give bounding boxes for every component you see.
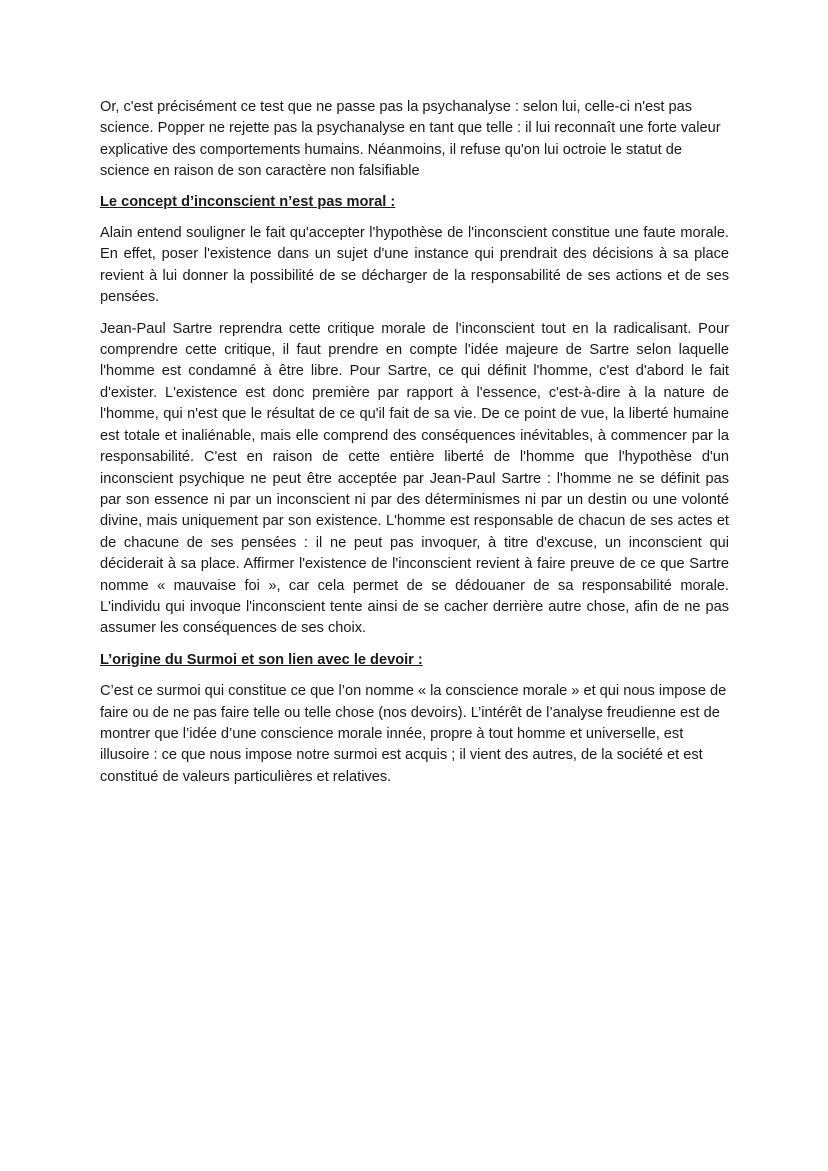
paragraph-sartre: Jean-Paul Sartre reprendra cette critique morale de l'inconscient tout en la radicalisant. Pour comprendre cette critique, il faut prendre en compte l'idée majeure de Sartre selon laquelle l'homme est condamné à être libre. Pour Sartre, ce qui définit l'homme, c'est d'abord le fait d'exister. L'existence est donc première par rapport à l'essence, c'est-à-dire à la nature de l'homme, qui n'est que le résultat de ce qu'il fait de sa vie. De ce point de vue, la liberté humaine est totale et inaliénable, mais elle comprend des conséquences inévitables, à commencer par la responsabilité. C'est en raison de cette entière liberté de l'homme que l'hypothèse d'un inconscient psychique ne peut être acceptée par Jean-Paul Sartre : l'homme ne se définit pas par son essence ni par un inconscient ni par des déterminismes ni par un destin ou une volonté divine, mais uniquement par son existence. L'homme est responsable de chacun de ses actes et de chacune de ses pensées : il ne peut pas invoquer, à titre d'excuse, un inconscient qui déciderait à sa place. Affirmer l'existence de l'inconscient revient à faire preuve de ce que Sartre nomme « mauvaise foi », car cela permet de se dédouaner de sa responsabilité morale. L'individu qui invoque l'inconscient tente ainsi de se cacher derrière autre chose, afin de ne pas assumer les conséquences de ses choix. bbox=[100, 320, 729, 637]
paragraph-popper: Or, c'est précisément ce test que ne passe pas la psychanalyse : selon lui, celle-ci n'est pas science. Popper ne rejette pas la psychanalyse en tant que telle : il lui reconnaît une forte valeur explicative des comportements humains. Néanmoins, il refuse qu'on lui octroie le statut de science en raison de son caractère non falsifiable bbox=[100, 99, 721, 180]
document-page bbox=[100, 97, 729, 798]
paragraph-surmoi: C’est ce surmoi qui constitue ce que l’on nomme « la conscience morale » et qui nous impose de faire ou de ne pas faire telle ou telle chose (nos devoirs). L’intérêt de l’analyse freudienne est de montrer que l’idée d’une conscience morale innée, propre à tout homme et universelle, est illusoire : ce que nous impose notre surmoi est acquis ; il vient des autres, de la société et est constitué de valeurs particulières et relatives. bbox=[100, 683, 727, 785]
paragraph-alain: Alain entend souligner le fait qu'accepter l'hypothèse de l'inconscient constitue une faute morale. En effet, poser l'existence dans un sujet d'une instance qui prendrait des décisions à sa place revient à lui donner la possibilité de se décharger de la responsabilité de ses actions et de ses pensées. bbox=[100, 225, 729, 306]
heading-inconscient-moral: Le concept d’inconscient n’est pas moral : bbox=[100, 193, 396, 210]
heading-origine-surmoi: L’origine du Surmoi et son lien avec le devoir : bbox=[100, 651, 423, 668]
